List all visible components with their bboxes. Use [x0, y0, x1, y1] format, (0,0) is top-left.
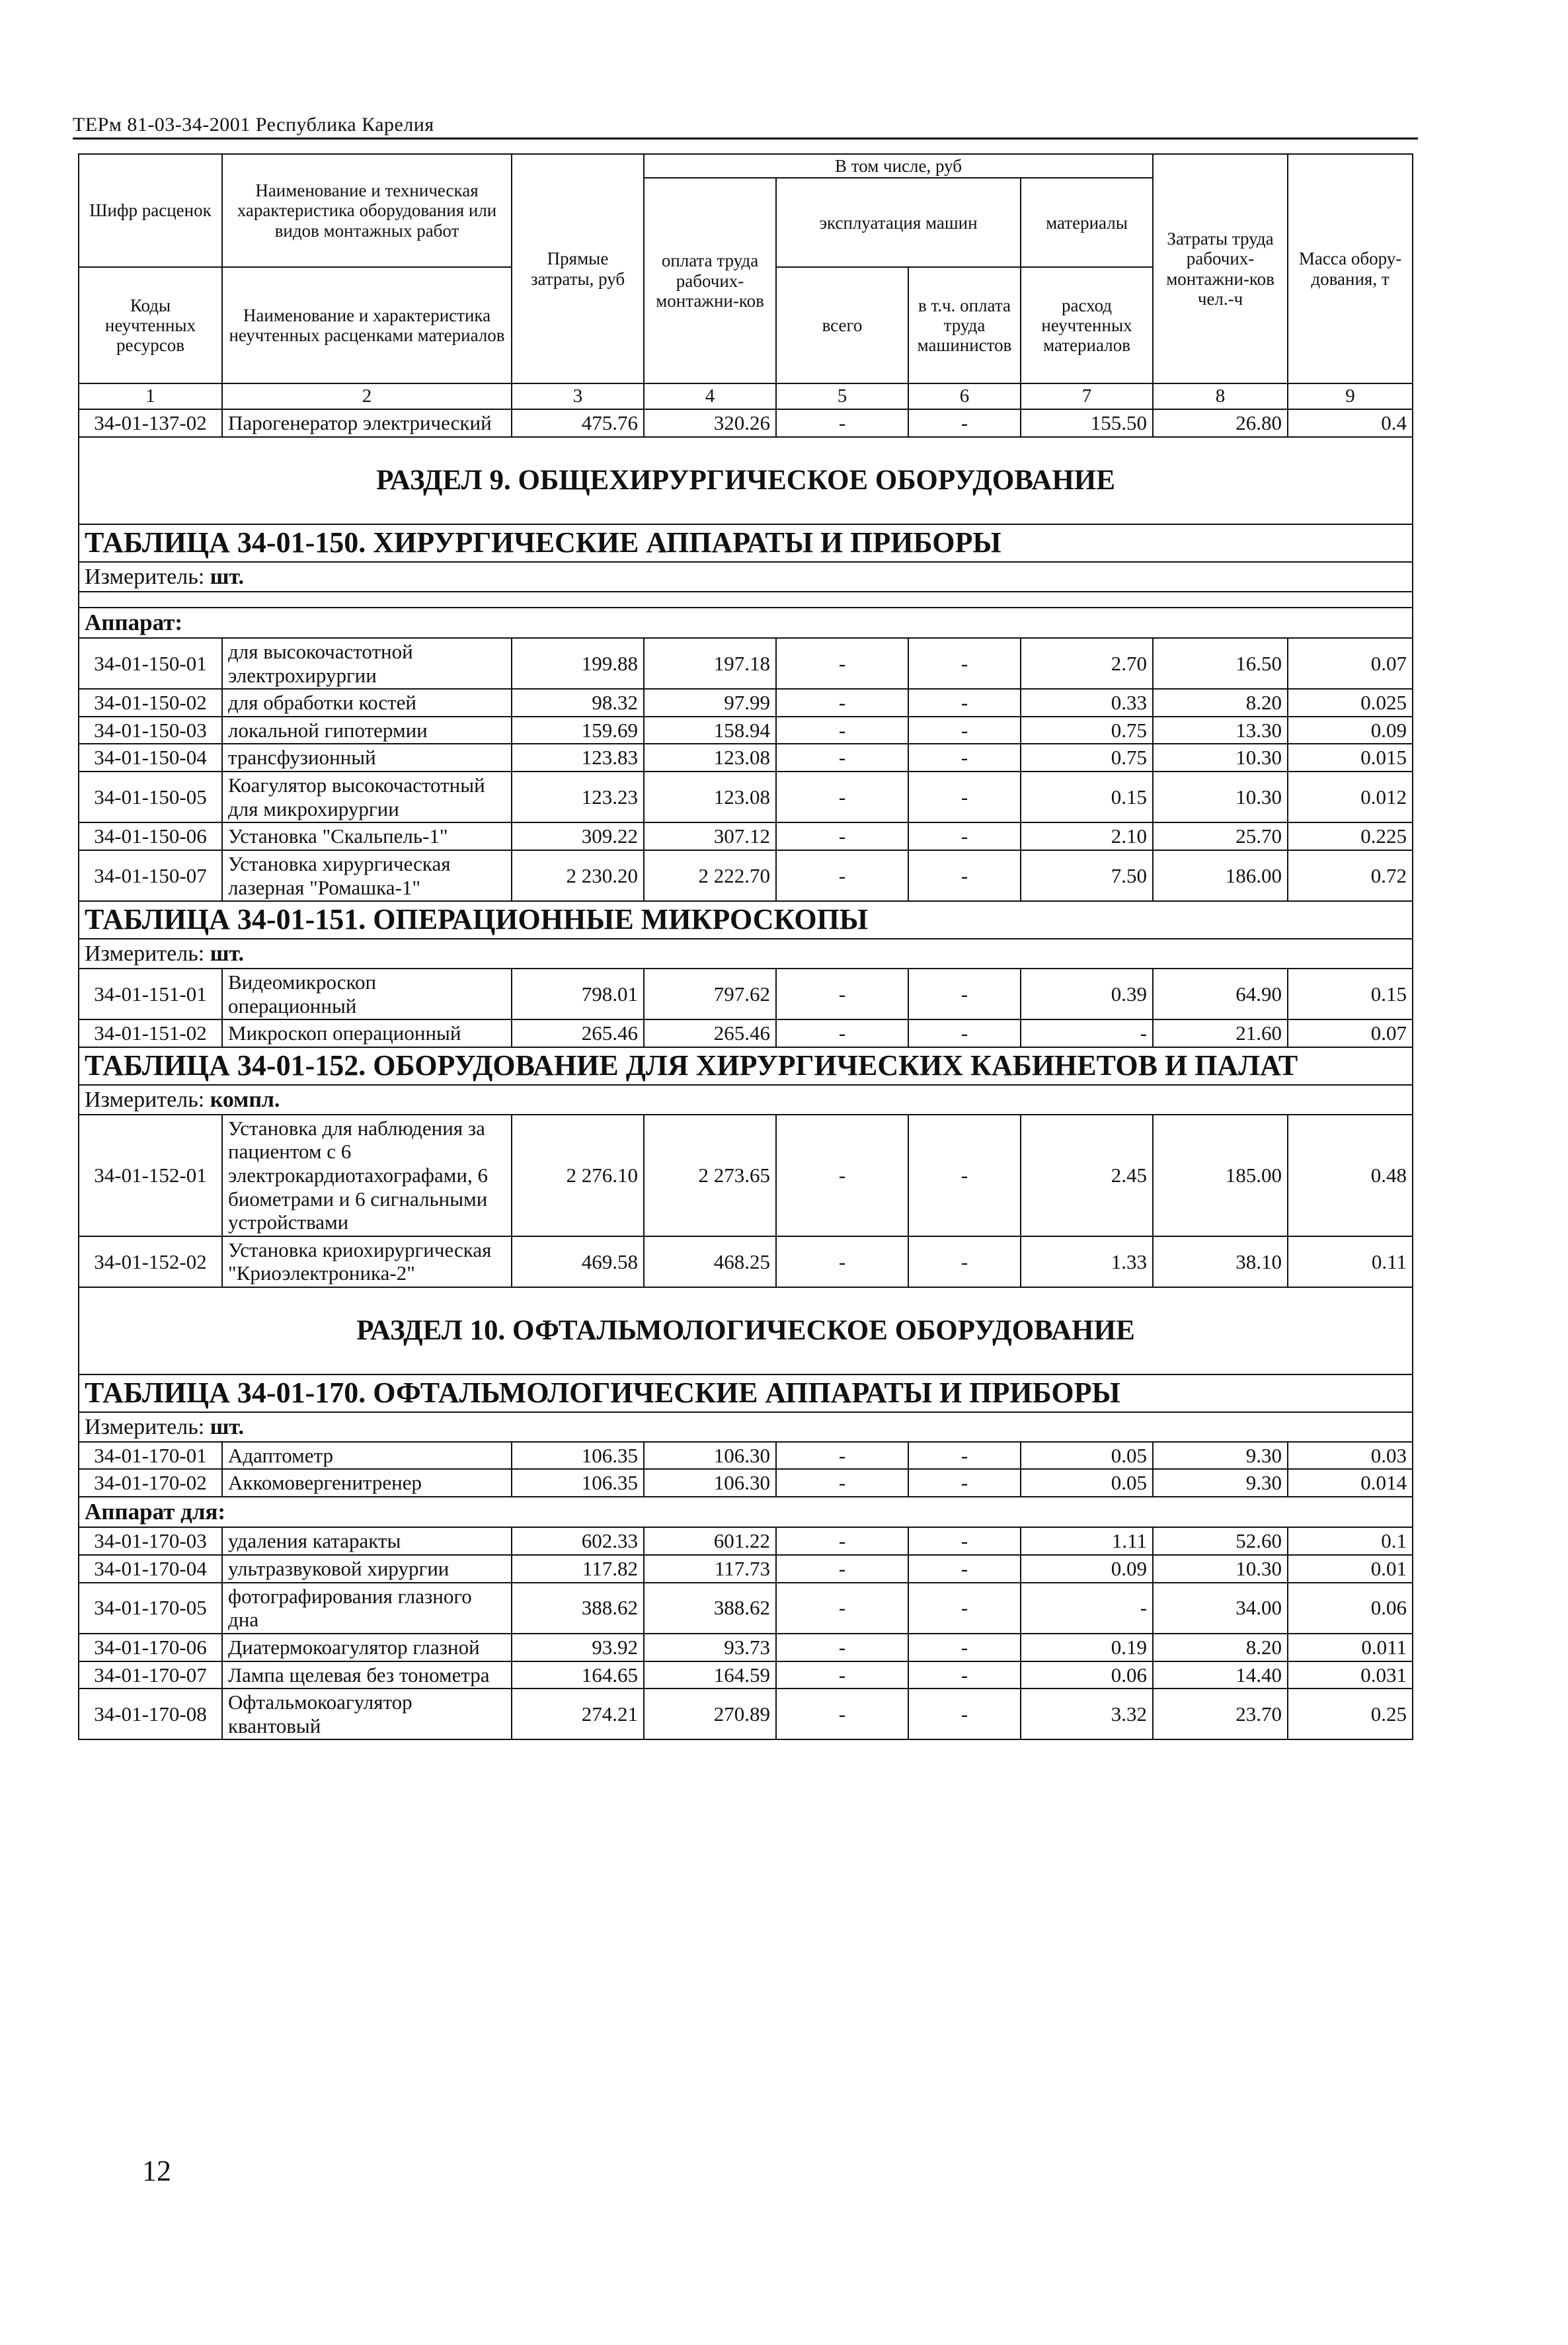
row-materials: 0.06 [1021, 1661, 1153, 1689]
table-151-head [79, 901, 1413, 969]
row-code: 34-01-170-04 [79, 1555, 222, 1583]
row-code: 34-01-151-02 [79, 1019, 222, 1047]
col-labor: Затраты труда рабочих-монтажни-ков чел.-ч [1153, 154, 1288, 383]
row-materials: 0.39 [1021, 969, 1153, 1019]
unit-line [79, 1085, 1413, 1115]
row-machines-total: - [776, 689, 908, 717]
row-direct-costs: 475.76 [512, 409, 644, 437]
col-number: 4 [644, 383, 776, 409]
row-direct-costs: 602.33 [512, 1527, 644, 1555]
row-materials: 1.33 [1021, 1236, 1153, 1287]
table-150-rows [79, 638, 1413, 901]
row-code: 34-01-137-02 [79, 409, 222, 437]
row-name: Диатермокоагулятор глазной [222, 1634, 512, 1661]
row-machines-total: - [776, 850, 908, 901]
section-title: РАЗДЕЛ 9. ОБЩЕХИРУРГИЧЕСКОЕ ОБОРУДОВАНИЕ [79, 437, 1413, 524]
col-number: 5 [776, 383, 908, 409]
row-wages: 117.73 [644, 1555, 776, 1583]
row-machinist-wages: - [908, 1661, 1021, 1689]
row-name: Установка криохирургическая "Криоэлектроника-2" [222, 1236, 512, 1287]
unit-value: шт. [210, 941, 245, 966]
row-machinist-wages: - [908, 638, 1021, 689]
row-direct-costs: 2 230.20 [512, 850, 644, 901]
row-wages: 601.22 [644, 1527, 776, 1555]
row-mass: 0.07 [1288, 1019, 1413, 1047]
row-direct-costs: 159.69 [512, 717, 644, 744]
row-wages: 106.30 [644, 1442, 776, 1470]
row-name: Офтальмокоагулятор квантовый [222, 1689, 512, 1739]
row-materials: 7.50 [1021, 850, 1153, 901]
row-labor: 16.50 [1153, 638, 1288, 689]
header-rule [73, 138, 1418, 139]
col-number: 3 [512, 383, 644, 409]
row-labor: 64.90 [1153, 969, 1288, 1019]
unit-label: Измеритель: [85, 941, 205, 966]
col-number: 8 [1153, 383, 1288, 409]
row-machines-total: - [776, 1689, 908, 1739]
col-number: 9 [1288, 383, 1413, 409]
row-machines-total: - [776, 1527, 908, 1555]
table-row [79, 1115, 1413, 1236]
row-direct-costs: 93.92 [512, 1634, 644, 1661]
row-machines-total: - [776, 1019, 908, 1047]
row-machinist-wages: - [908, 409, 1021, 437]
row-machines-total: - [776, 1661, 908, 1689]
row-materials: 0.75 [1021, 717, 1153, 744]
row-name: фотографирования глазного дна [222, 1583, 512, 1634]
row-wages: 320.26 [644, 409, 776, 437]
col-materials-group: материалы [1021, 178, 1153, 267]
row-machinist-wages: - [908, 1469, 1021, 1497]
row-mass: 0.11 [1288, 1236, 1413, 1287]
row-materials: 155.50 [1021, 409, 1153, 437]
table-row [79, 1469, 1413, 1497]
running-title: ТЕРм 81-03-34-2001 Республика Карелия [73, 114, 434, 136]
row-materials: 0.33 [1021, 689, 1153, 717]
row-mass: 0.014 [1288, 1469, 1413, 1497]
row-wages: 797.62 [644, 969, 776, 1019]
table-row [79, 689, 1413, 717]
row-wages: 106.30 [644, 1469, 776, 1497]
row-machinist-wages: - [908, 822, 1021, 850]
row-code: 34-01-170-05 [79, 1583, 222, 1634]
row-name: локальной гипотермии [222, 717, 512, 744]
row-mass: 0.225 [1288, 822, 1413, 850]
col-mass: Масса обору-дования, т [1288, 154, 1413, 383]
row-labor: 34.00 [1153, 1583, 1288, 1634]
row-name: ультразвуковой хирургии [222, 1555, 512, 1583]
row-labor: 23.70 [1153, 1689, 1288, 1739]
row-machines-total: - [776, 822, 908, 850]
table-row [79, 1689, 1413, 1739]
row-mass: 0.025 [1288, 689, 1413, 717]
row-materials: 0.75 [1021, 744, 1153, 772]
row-name: для обработки костей [222, 689, 512, 717]
col-name-bottom: Наименование и характеристика неучтенных расценками материалов [222, 267, 512, 383]
row-labor: 10.30 [1153, 1555, 1288, 1583]
row-name: Установка для наблюдения за пациентом с 6 электрокардиотахографами, 6 биометрами и 6 сигнальными устройствами [222, 1115, 512, 1236]
row-machines-total: - [776, 409, 908, 437]
row-labor: 8.20 [1153, 1634, 1288, 1661]
col-direct: Прямые затраты, руб [512, 154, 644, 383]
col-machines-group: эксплуатация машин [776, 178, 1021, 267]
table-152-rows [79, 1115, 1413, 1287]
row-machinist-wages: - [908, 1442, 1021, 1470]
col-number: 2 [222, 383, 512, 409]
col-machines-total: всего [776, 267, 908, 383]
row-direct-costs: 123.23 [512, 772, 644, 822]
row-machinist-wages: - [908, 1555, 1021, 1583]
table-title: ТАБЛИЦА 34-01-170. ОФТАЛЬМОЛОГИЧЕСКИЕ АППАРАТЫ И ПРИБОРЫ [79, 1374, 1413, 1412]
row-name: Установка "Скальпель-1" [222, 822, 512, 850]
row-name: Коагулятор высокочастотный для микрохирургии [222, 772, 512, 822]
row-direct-costs: 798.01 [512, 969, 644, 1019]
row-wages: 265.46 [644, 1019, 776, 1047]
row-code: 34-01-170-08 [79, 1689, 222, 1739]
col-wages: оплата труда рабочих-монтажни-ков [644, 178, 776, 383]
table-header [79, 154, 1413, 409]
row-direct-costs: 164.65 [512, 1661, 644, 1689]
group-top-rows [79, 409, 1413, 437]
row-name: для высокочастотной электрохирургии [222, 638, 512, 689]
row-materials: 0.15 [1021, 772, 1153, 822]
row-labor: 10.30 [1153, 744, 1288, 772]
row-mass: 0.012 [1288, 772, 1413, 822]
section-title: РАЗДЕЛ 10. ОФТАЛЬМОЛОГИЧЕСКОЕ ОБОРУДОВАНИЕ [79, 1287, 1413, 1374]
row-machinist-wages: - [908, 1527, 1021, 1555]
unit-value: шт. [210, 1414, 245, 1439]
row-labor: 21.60 [1153, 1019, 1288, 1047]
col-materials-unaccounted: расход неучтенных материалов [1021, 267, 1153, 383]
row-mass: 0.03 [1288, 1442, 1413, 1470]
row-materials: 2.45 [1021, 1115, 1153, 1236]
row-labor: 25.70 [1153, 822, 1288, 850]
table-row [79, 1019, 1413, 1047]
unit-label: Измеритель: [85, 1087, 205, 1112]
table-row [79, 772, 1413, 822]
row-name: Адаптометр [222, 1442, 512, 1470]
table-row [79, 1583, 1413, 1634]
row-materials: - [1021, 1019, 1153, 1047]
table-row [79, 1634, 1413, 1661]
row-code: 34-01-150-05 [79, 772, 222, 822]
row-wages: 164.59 [644, 1661, 776, 1689]
row-direct-costs: 123.83 [512, 744, 644, 772]
table-170-rows-b [79, 1527, 1413, 1739]
col-machinist-wages: в т.ч. оплата труда машинистов [908, 267, 1021, 383]
row-mass: 0.25 [1288, 1689, 1413, 1739]
row-materials: 0.05 [1021, 1469, 1153, 1497]
row-code: 34-01-150-06 [79, 822, 222, 850]
table-row [79, 744, 1413, 772]
row-code: 34-01-150-01 [79, 638, 222, 689]
row-wages: 123.08 [644, 744, 776, 772]
row-labor: 9.30 [1153, 1469, 1288, 1497]
unit-line [79, 939, 1413, 969]
row-machinist-wages: - [908, 1019, 1021, 1047]
row-mass: 0.015 [1288, 744, 1413, 772]
row-mass: 0.06 [1288, 1583, 1413, 1634]
row-materials: 1.11 [1021, 1527, 1153, 1555]
row-code: 34-01-170-03 [79, 1527, 222, 1555]
row-name: Парогенератор электрический [222, 409, 512, 437]
row-name: Лампа щелевая без тонометра [222, 1661, 512, 1689]
table-row [79, 850, 1413, 901]
row-direct-costs: 106.35 [512, 1442, 644, 1470]
table-title: ТАБЛИЦА 34-01-152. ОБОРУДОВАНИЕ ДЛЯ ХИРУРГИЧЕСКИХ КАБИНЕТОВ И ПАЛАТ [79, 1047, 1413, 1085]
row-labor: 186.00 [1153, 850, 1288, 901]
row-wages: 388.62 [644, 1583, 776, 1634]
row-materials: - [1021, 1583, 1153, 1634]
col-incl-group: В том числе, руб [644, 154, 1153, 178]
row-machines-total: - [776, 744, 908, 772]
row-mass: 0.031 [1288, 1661, 1413, 1689]
row-direct-costs: 117.82 [512, 1555, 644, 1583]
row-name: Установка хирургическая лазерная "Ромашка-1" [222, 850, 512, 901]
unit-label: Измеритель: [85, 1414, 205, 1439]
row-wages: 97.99 [644, 689, 776, 717]
row-machinist-wages: - [908, 772, 1021, 822]
row-labor: 13.30 [1153, 717, 1288, 744]
row-direct-costs: 106.35 [512, 1469, 644, 1497]
row-mass: 0.48 [1288, 1115, 1413, 1236]
column-numbers-row [79, 383, 1413, 409]
row-wages: 93.73 [644, 1634, 776, 1661]
row-name: трансфузионный [222, 744, 512, 772]
row-mass: 0.4 [1288, 409, 1413, 437]
row-machinist-wages: - [908, 1634, 1021, 1661]
row-materials: 0.19 [1021, 1634, 1153, 1661]
row-wages: 2 222.70 [644, 850, 776, 901]
row-machinist-wages: - [908, 1115, 1021, 1236]
row-labor: 26.80 [1153, 409, 1288, 437]
row-machines-total: - [776, 638, 908, 689]
row-mass: 0.15 [1288, 969, 1413, 1019]
row-wages: 197.18 [644, 638, 776, 689]
row-code: 34-01-150-03 [79, 717, 222, 744]
row-machinist-wages: - [908, 1689, 1021, 1739]
row-machines-total: - [776, 772, 908, 822]
page-number: 12 [142, 2155, 171, 2187]
unit-value: компл. [210, 1087, 280, 1112]
row-materials: 0.05 [1021, 1442, 1153, 1470]
row-machines-total: - [776, 1115, 908, 1236]
row-labor: 185.00 [1153, 1115, 1288, 1236]
row-machines-total: - [776, 969, 908, 1019]
table-row [79, 969, 1413, 1019]
col-number: 1 [79, 383, 222, 409]
table-title: ТАБЛИЦА 34-01-151. ОПЕРАЦИОННЫЕ МИКРОСКОПЫ [79, 901, 1413, 939]
row-name: удаления катаракты [222, 1527, 512, 1555]
col-code-top: Шифр расценок [79, 154, 222, 267]
row-machines-total: - [776, 1583, 908, 1634]
table-151-rows [79, 969, 1413, 1047]
row-labor: 10.30 [1153, 772, 1288, 822]
table-row [79, 1236, 1413, 1287]
row-labor: 38.10 [1153, 1236, 1288, 1287]
table-row [79, 822, 1413, 850]
row-materials: 2.70 [1021, 638, 1153, 689]
row-wages: 158.94 [644, 717, 776, 744]
row-machines-total: - [776, 1555, 908, 1583]
row-mass: 0.09 [1288, 717, 1413, 744]
row-machines-total: - [776, 1236, 908, 1287]
row-machines-total: - [776, 1634, 908, 1661]
col-code-bottom: Коды неучтенных ресурсов [79, 267, 222, 383]
unit-line [79, 562, 1413, 592]
row-machinist-wages: - [908, 1583, 1021, 1634]
table-row [79, 1661, 1413, 1689]
table-152-head [79, 1047, 1413, 1115]
row-code: 34-01-170-02 [79, 1469, 222, 1497]
row-mass: 0.07 [1288, 638, 1413, 689]
row-code: 34-01-150-07 [79, 850, 222, 901]
rates-table [78, 153, 1413, 1740]
table-row [79, 638, 1413, 689]
row-mass: 0.72 [1288, 850, 1413, 901]
table-170-rows-a [79, 1442, 1413, 1497]
row-code: 34-01-152-02 [79, 1236, 222, 1287]
row-code: 34-01-170-01 [79, 1442, 222, 1470]
row-machines-total: - [776, 717, 908, 744]
row-code: 34-01-152-01 [79, 1115, 222, 1236]
row-mass: 0.01 [1288, 1555, 1413, 1583]
row-code: 34-01-170-06 [79, 1634, 222, 1661]
section-10 [79, 1287, 1413, 1442]
table-row [79, 717, 1413, 744]
row-wages: 307.12 [644, 822, 776, 850]
row-machinist-wages: - [908, 689, 1021, 717]
row-code: 34-01-150-04 [79, 744, 222, 772]
row-wages: 2 273.65 [644, 1115, 776, 1236]
table-170-subhead [79, 1497, 1413, 1527]
row-wages: 123.08 [644, 772, 776, 822]
row-labor: 14.40 [1153, 1661, 1288, 1689]
row-labor: 9.30 [1153, 1442, 1288, 1470]
subhead: Аппарат для: [79, 1497, 1413, 1527]
row-mass: 0.1 [1288, 1527, 1413, 1555]
row-machinist-wages: - [908, 744, 1021, 772]
table-row [79, 1555, 1413, 1583]
row-machines-total: - [776, 1469, 908, 1497]
col-number: 6 [908, 383, 1021, 409]
row-materials: 3.32 [1021, 1689, 1153, 1739]
col-name-top: Наименование и техническая характеристика оборудования или видов монтажных работ [222, 154, 512, 267]
row-name: Видеомикроскоп операционный [222, 969, 512, 1019]
row-wages: 270.89 [644, 1689, 776, 1739]
row-labor: 8.20 [1153, 689, 1288, 717]
table-title: ТАБЛИЦА 34-01-150. ХИРУРГИЧЕСКИЕ АППАРАТЫ И ПРИБОРЫ [79, 524, 1413, 562]
unit-label: Измеритель: [85, 564, 205, 589]
section-9 [79, 437, 1413, 638]
table-row [79, 1442, 1413, 1470]
row-direct-costs: 98.32 [512, 689, 644, 717]
unit-line [79, 1412, 1413, 1442]
spacer [79, 592, 1413, 608]
row-machinist-wages: - [908, 850, 1021, 901]
row-machinist-wages: - [908, 717, 1021, 744]
row-machinist-wages: - [908, 1236, 1021, 1287]
row-mass: 0.011 [1288, 1634, 1413, 1661]
row-direct-costs: 274.21 [512, 1689, 644, 1739]
row-materials: 2.10 [1021, 822, 1153, 850]
row-direct-costs: 309.22 [512, 822, 644, 850]
row-code: 34-01-150-02 [79, 689, 222, 717]
row-direct-costs: 469.58 [512, 1236, 644, 1287]
row-direct-costs: 265.46 [512, 1019, 644, 1047]
row-materials: 0.09 [1021, 1555, 1153, 1583]
subhead: Аппарат: [79, 608, 1413, 638]
row-machines-total: - [776, 1442, 908, 1470]
row-direct-costs: 199.88 [512, 638, 644, 689]
row-name: Аккомовергенитренер [222, 1469, 512, 1497]
col-number: 7 [1021, 383, 1153, 409]
table-row [79, 409, 1413, 437]
unit-value: шт. [210, 564, 245, 589]
row-machinist-wages: - [908, 969, 1021, 1019]
row-code: 34-01-151-01 [79, 969, 222, 1019]
row-code: 34-01-170-07 [79, 1661, 222, 1689]
row-direct-costs: 2 276.10 [512, 1115, 644, 1236]
row-labor: 52.60 [1153, 1527, 1288, 1555]
row-name: Микроскоп операционный [222, 1019, 512, 1047]
row-direct-costs: 388.62 [512, 1583, 644, 1634]
row-wages: 468.25 [644, 1236, 776, 1287]
table-row [79, 1527, 1413, 1555]
